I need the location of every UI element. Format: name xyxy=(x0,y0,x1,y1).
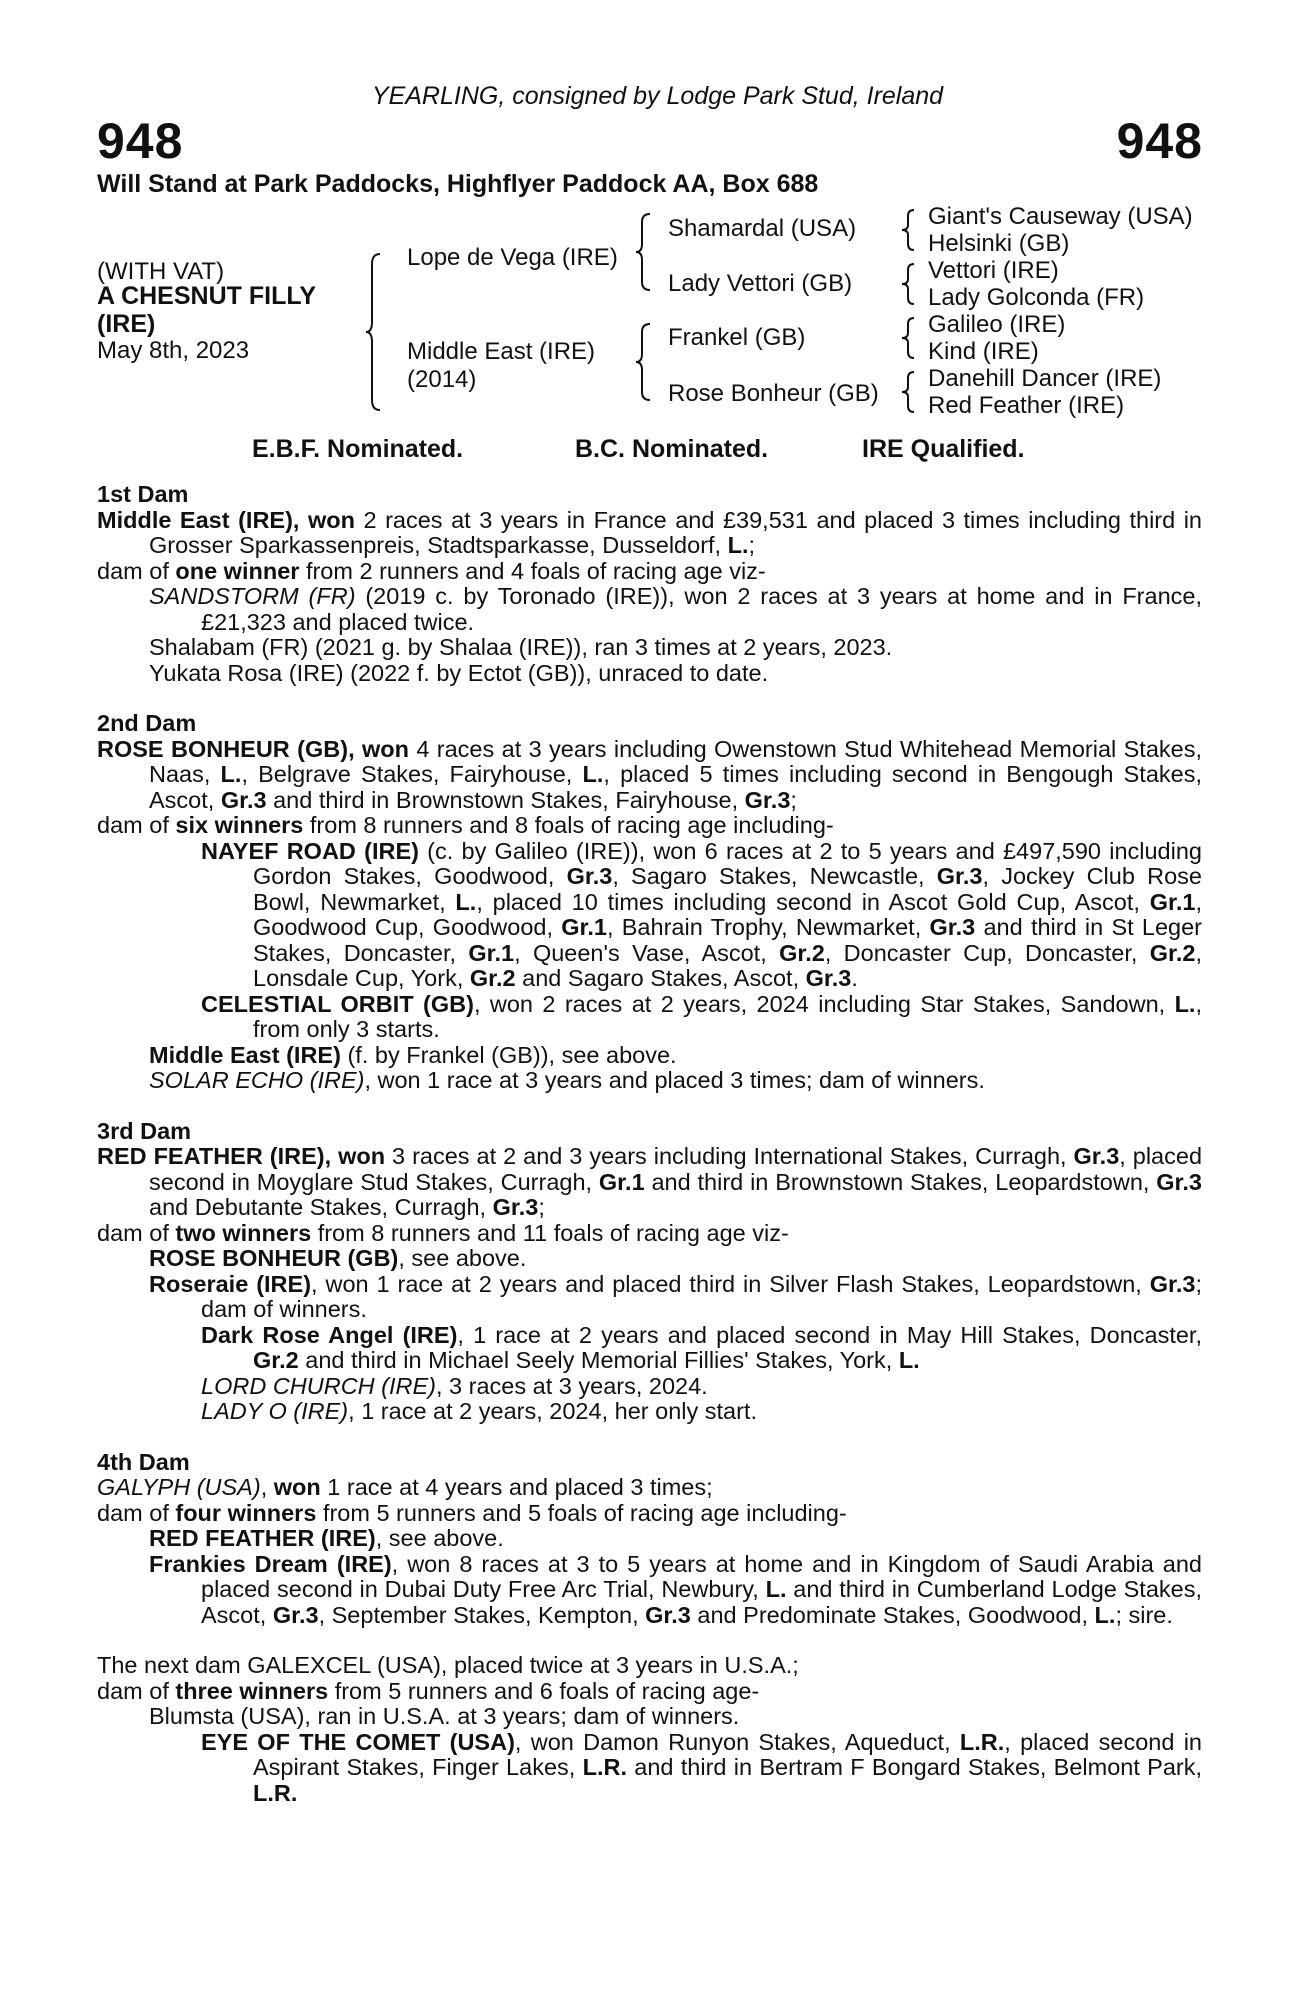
dam2-offspring-4: SOLAR ECHO (IRE), won 1 race at 3 years and placed 3 times; dam of winners. xyxy=(149,1067,985,1093)
dam3-name: RED FEATHER (IRE) xyxy=(97,1143,325,1169)
dam2-offspring-1: NAYEF ROAD (IRE) (c. by Galileo (IRE)), won 6 races at 2 to 5 years and £497,590 including Gordon Stakes, Goodwood, Gr.3, Sagaro Stakes, Newcastle, Gr.3, Jockey Club Rose Bowl, Newmarket, L., placed 10 times including second in Ascot Gold Cup, Ascot, Gr.1, Goodwood Cup, Goodwood, Gr.1, Bahrain Trophy, Newmarket, Gr.3 and third in St Leger Stakes, Doncaster, Gr.1, Queen's Vase, Ascot, Gr.2, Doncaster Cup, Doncaster, Gr.2, Lonsdale Cup, York, Gr.2 and Sagaro Stakes, Ascot, Gr.3. xyxy=(201,837,1202,991)
dam2-produce-summary: dam of six winners from 8 runners and 8 foals of racing age including- xyxy=(97,812,834,838)
lot-number-right: 948 xyxy=(1116,113,1203,169)
bc-nomination: B.C. Nominated. xyxy=(575,435,769,463)
pedigree-brace-sire xyxy=(636,212,656,292)
dam1-produce-summary: dam of one winner from 2 runners and 4 foals of racing age viz- xyxy=(97,557,766,584)
dam3-grandoffspring-2: LORD CHURCH (IRE), 3 races at 3 years, 2024. xyxy=(201,1372,708,1399)
dam1-heading: 1st Dam xyxy=(97,481,189,507)
dam3-offspring-2: Roseraie (IRE), won 1 race at 2 years and placed third in Silver Flash Stakes, Leopardstown, Gr.3; dam of winners. xyxy=(149,1270,1203,1322)
dam-year: (2014) xyxy=(407,366,477,393)
consignment-header: YEARLING, consigned by Lodge Park Stud, Ireland xyxy=(371,82,944,110)
ire-qualified: IRE Qualified. xyxy=(862,435,1025,463)
ebf-nomination: E.B.F. Nominated. xyxy=(252,435,464,463)
dam4-offspring-1: RED FEATHER (IRE), see above. xyxy=(149,1525,504,1551)
dam1-offspring-2: Shalabam (FR) (2021 g. by Shalaa (IRE)), ran 3 times at 2 years, 2023. xyxy=(149,634,893,660)
sire-dam: Lady Vettori (GB) xyxy=(668,270,853,297)
ss-sire: Giant's Causeway (USA) xyxy=(928,203,1193,230)
ss-dam: Helsinki (GB) xyxy=(928,230,1070,257)
sd-sire: Vettori (IRE) xyxy=(928,257,1059,284)
vat-note: (WITH VAT) xyxy=(97,258,225,285)
dam-name: Middle East (IRE) xyxy=(407,338,596,365)
dd-dam: Red Feather (IRE) xyxy=(928,392,1125,419)
nextdam-grandoffspring-1: EYE OF THE COMET (USA), won Damon Runyon Stakes, Aqueduct, L.R., placed second in Aspirant Stakes, Finger Lakes, L.R. and third in Bertram F Bongard Stakes, Belmont Park, L.R. xyxy=(201,1728,1202,1806)
dam2-offspring-2: CELESTIAL ORBIT (GB), won 2 races at 2 years, 2024 including Star Stakes, Sandown, L., from only 3 starts. xyxy=(201,990,1202,1042)
pedigree-brace-dd xyxy=(902,370,918,414)
dam2-record: ROSE BONHEUR (GB), won 4 races at 3 years including Owenstown Stud Whitehead Memorial Stakes, Naas, L., Belgrave Stakes, Fairyhouse, L., placed 5 times including second in Bengough Stakes, Ascot, Gr.3 and third in Brownstown Stakes, Fairyhouse, Gr.3; xyxy=(97,735,1203,813)
dam1-offspring-3: Yukata Rosa (IRE) (2022 f. by Ectot (GB)), unraced to date. xyxy=(149,659,769,686)
sd-dam: Lady Golconda (FR) xyxy=(928,284,1145,311)
dam3-grandoffspring-3: LADY O (IRE), 1 race at 2 years, 2024, her only start. xyxy=(201,1398,757,1424)
horse-name-line2: (IRE) xyxy=(97,310,156,338)
pedigree-brace-ds xyxy=(902,316,918,360)
dam1-name: Middle East (IRE) xyxy=(97,506,293,533)
pedigree-brace-ss xyxy=(902,208,918,252)
sire-sire: Shamardal (USA) xyxy=(668,215,857,242)
dam2-offspring-3: Middle East (IRE) (f. by Frankel (GB)), see above. xyxy=(149,1041,677,1068)
dam4-record: GALYPH (USA), won 1 race at 4 years and placed 3 times; xyxy=(97,1474,713,1500)
dam4-name: GALYPH (USA) xyxy=(97,1474,261,1500)
ds-dam: Kind (IRE) xyxy=(928,338,1039,365)
dam1-record: Middle East (IRE), won 2 races at 3 years in France and £39,531 and placed 3 times including third in Grosser Sparkassenpreis, Stadtsparkasse, Dusseldorf, L.; xyxy=(97,506,1203,558)
nextdam-offspring-1: Blumsta (USA), ran in U.S.A. at 3 years; dam of winners. xyxy=(149,1703,740,1729)
horse-name-line1: A CHESNUT FILLY xyxy=(97,282,316,310)
dam3-produce-summary: dam of two winners from 8 runners and 11 foals of racing age viz- xyxy=(97,1219,789,1246)
dam4-offspring-2: Frankies Dream (IRE), won 8 races at 3 to 5 years at home and in Kingdom of Saudi Arabia and placed second in Dubai Duty Free Arc Trial, Newbury, L. and third in Cumberland Lodge Stakes, Ascot, Gr.3, September Stakes, Kempton, Gr.3 and Predominate Stakes, Goodwood, L.; sire. xyxy=(149,1550,1202,1628)
dam3-grandoffspring-1: Dark Rose Angel (IRE), 1 race at 2 years and placed second in May Hill Stakes, Doncaster, Gr.2 and third in Michael Seely Memorial Fillies' Stakes, York, L. xyxy=(201,1321,1202,1373)
dam3-heading: 3rd Dam xyxy=(97,1117,192,1144)
catalogue-body xyxy=(97,482,1202,1806)
dam4-heading: 4th Dam xyxy=(97,1448,190,1475)
dam3-offspring-1: ROSE BONHEUR (GB), see above. xyxy=(149,1245,527,1271)
dam4-produce-summary: dam of four winners from 5 runners and 5 foals of racing age including- xyxy=(97,1499,847,1526)
pedigree-brace-main xyxy=(366,252,386,412)
foaling-date: May 8th, 2023 xyxy=(97,337,250,364)
dam1-offspring-1: SANDSTORM (FR) (2019 c. by Toronado (IRE)), won 2 races at 3 years at home and in France, £21,323 and placed twice. xyxy=(149,583,1202,635)
stand-location: Will Stand at Park Paddocks, Highflyer Paddock AA, Box 688 xyxy=(97,170,819,198)
dam2-heading: 2nd Dam xyxy=(97,710,197,736)
pedigree-brace-dam xyxy=(636,322,656,402)
dam3-record: RED FEATHER (IRE), won 3 races at 2 and 3 years including International Stakes, Curragh, Gr.3, placed second in Moyglare Stud Stakes, Curragh, Gr.1 and third in Brownstown Stakes, Leopardstown, Gr.3 and Debutante Stakes, Curragh, Gr.3; xyxy=(97,1143,1203,1220)
dam-dam: Rose Bonheur (GB) xyxy=(668,380,879,407)
nextdam-produce-summary: dam of three winners from 5 runners and 6 foals of racing age- xyxy=(97,1677,760,1704)
ds-sire: Galileo (IRE) xyxy=(928,311,1066,338)
dd-sire: Danehill Dancer (IRE) xyxy=(928,365,1162,392)
nextdam-record: The next dam GALEXCEL (USA), placed twice at 3 years in U.S.A.; xyxy=(97,1652,799,1678)
sire-name: Lope de Vega (IRE) xyxy=(407,244,618,271)
pedigree-brace-sd xyxy=(902,262,918,306)
lot-number-left: 948 xyxy=(97,113,184,169)
dam2-name: ROSE BONHEUR (GB) xyxy=(97,735,349,762)
dam-sire: Frankel (GB) xyxy=(668,324,806,351)
